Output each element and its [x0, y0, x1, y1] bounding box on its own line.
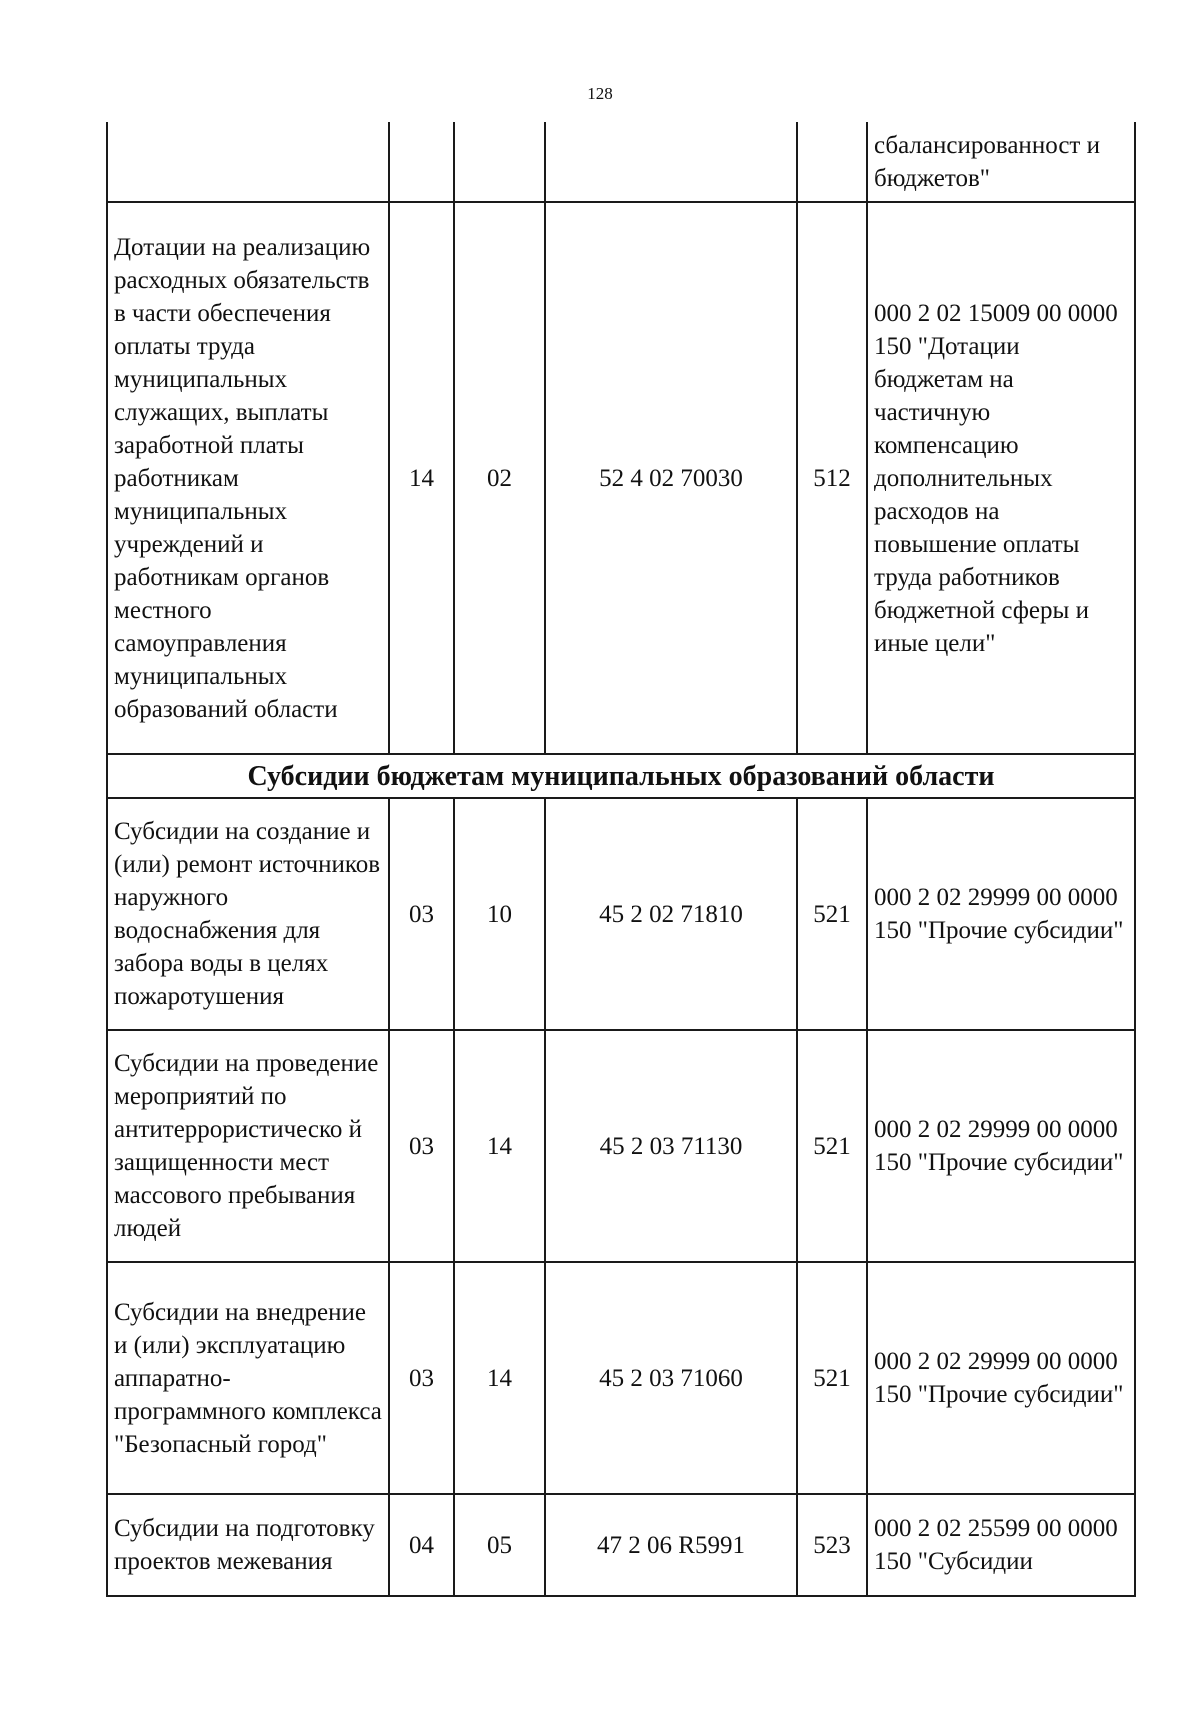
expense-type-cell: 512 [797, 202, 867, 754]
revenue-code-cell: 000 2 02 29999 00 0000 150 "Прочие субсидии" [867, 1030, 1135, 1262]
podrazdel-cell: 02 [454, 202, 545, 754]
expense-type-cell: 521 [797, 1030, 867, 1262]
expense-type-cell: 523 [797, 1494, 867, 1596]
razdel-cell: 03 [389, 1262, 454, 1494]
razdel-cell: 03 [389, 798, 454, 1030]
target-article-cell: 47 2 06 R5991 [545, 1494, 797, 1596]
revenue-code-cell: 000 2 02 15009 00 0000 150 "Дотации бюджетам на частичную компенсацию дополнительных расходов на повышение оплаты труда работников бюджетной сферы и иные цели" [867, 202, 1135, 754]
revenue-code-cell: 000 2 02 25599 00 0000 150 "Субсидии [867, 1494, 1135, 1596]
target-article-cell: 45 2 03 71060 [545, 1262, 797, 1494]
target-article-cell: 45 2 03 71130 [545, 1030, 797, 1262]
section-header-row [107, 754, 1135, 798]
section-title: Субсидии бюджетам муниципальных образований области [107, 754, 1135, 798]
table-row [107, 1262, 1135, 1494]
name-cell: Дотации на реализацию расходных обязательств в части обеспечения оплаты труда муниципальных служащих, выплаты заработной платы работникам муниципальных учреждений и работникам органов местного самоуправления муниципальных образований области [107, 202, 389, 754]
name-cell: Субсидии на проведение мероприятий по антитеррористическо й защищенности мест массового пребывания людей [107, 1030, 389, 1262]
target-article-cell: 52 4 02 70030 [545, 202, 797, 754]
expense-type-cell [797, 122, 867, 202]
podrazdel-cell: 14 [454, 1030, 545, 1262]
table-row [107, 798, 1135, 1030]
revenue-code-cell: 000 2 02 29999 00 0000 150 "Прочие субсидии" [867, 798, 1135, 1030]
name-cell: Субсидии на внедрение и (или) эксплуатацию аппаратно-программного комплекса "Безопасный город" [107, 1262, 389, 1494]
expense-type-cell: 521 [797, 798, 867, 1030]
razdel-cell: 04 [389, 1494, 454, 1596]
table-row [107, 122, 1135, 202]
revenue-code-cell: 000 2 02 29999 00 0000 150 "Прочие субсидии" [867, 1262, 1135, 1494]
name-cell: Субсидии на подготовку проектов межевания [107, 1494, 389, 1596]
razdel-cell: 03 [389, 1030, 454, 1262]
page-number: 128 [587, 84, 613, 103]
budget-allocation-table [106, 122, 1136, 1597]
name-cell: Субсидии на создание и (или) ремонт источников наружного водоснабжения для забора воды в целях пожаротушения [107, 798, 389, 1030]
podrazdel-cell: 05 [454, 1494, 545, 1596]
table-row [107, 202, 1135, 754]
table-row [107, 1030, 1135, 1262]
expense-type-cell: 521 [797, 1262, 867, 1494]
razdel-cell [389, 122, 454, 202]
razdel-cell: 14 [389, 202, 454, 754]
podrazdel-cell: 14 [454, 1262, 545, 1494]
revenue-code-cell: сбалансированност и бюджетов" [867, 122, 1135, 202]
target-article-cell: 45 2 02 71810 [545, 798, 797, 1030]
podrazdel-cell: 10 [454, 798, 545, 1030]
table-row [107, 1494, 1135, 1596]
podrazdel-cell [454, 122, 545, 202]
name-cell [107, 122, 389, 202]
target-article-cell [545, 122, 797, 202]
